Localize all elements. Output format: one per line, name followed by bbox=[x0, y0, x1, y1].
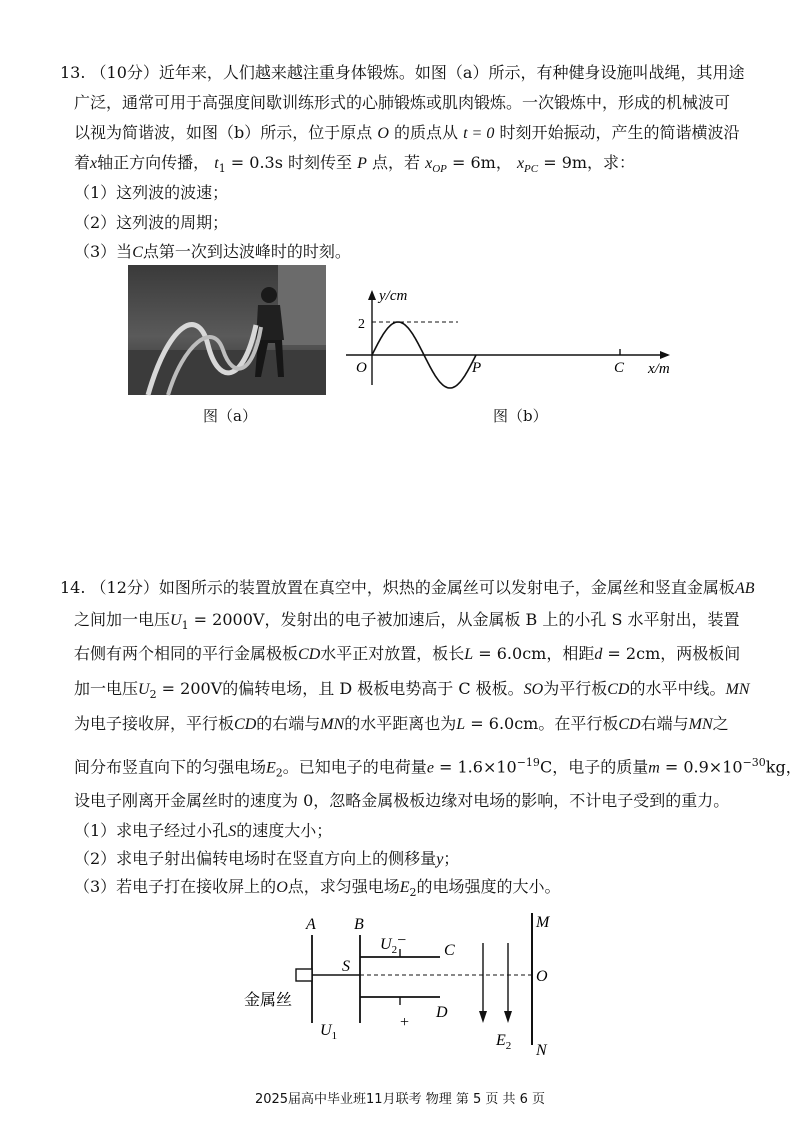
sub-op: OP bbox=[432, 163, 447, 176]
var-t1: t bbox=[214, 155, 219, 172]
q14-number: 14. bbox=[60, 578, 86, 597]
q13-line-3 bbox=[74, 122, 739, 145]
var-xpc: x bbox=[516, 155, 525, 172]
val-pc: = 9m bbox=[538, 153, 588, 172]
q14-text: 右侧有两个相同的平行金属极板 bbox=[74, 644, 299, 663]
q13-line-2 bbox=[74, 92, 730, 114]
q13-number: 13. bbox=[60, 63, 86, 82]
q13-item-1: （1）这列波的波速； bbox=[74, 183, 229, 202]
label-n: N bbox=[536, 1042, 547, 1059]
var-mn: MN bbox=[725, 681, 750, 698]
q13-line-4 bbox=[74, 152, 635, 180]
q14-line-3 bbox=[74, 643, 740, 666]
label-s: S bbox=[342, 958, 350, 975]
q14-text: 的偏转电场，且 D 极板电势高于 C 极板。 bbox=[222, 679, 524, 698]
wave-graph bbox=[340, 280, 680, 385]
var-cd: CD bbox=[607, 681, 630, 698]
q13-item-2: （2）这列波的周期； bbox=[74, 213, 229, 232]
var-t0: t = 0 bbox=[463, 125, 495, 142]
y-axis-arrow-icon bbox=[368, 290, 376, 300]
label-e2: $E_2$ bbox=[496, 1032, 512, 1052]
origin-label: O bbox=[356, 360, 367, 376]
fig-b-caption: 图（b） bbox=[493, 407, 548, 425]
q14-text: 右端与 bbox=[640, 714, 689, 733]
sub-2: 2 bbox=[409, 886, 417, 900]
y-axis-label: y/cm bbox=[379, 288, 408, 304]
q14-line-7: 设电子刚离开金属丝时的速度为 0，忽略金属极板边缘对电场的影响，不计电子受到的重力。 bbox=[74, 791, 730, 810]
var-p: P bbox=[357, 155, 367, 172]
var-l: L bbox=[456, 716, 466, 733]
battle-rope-photo bbox=[128, 265, 326, 395]
var-u1: U bbox=[170, 612, 182, 629]
var-xop: x bbox=[425, 155, 433, 172]
q13-text: ， bbox=[495, 153, 512, 172]
var-m: m bbox=[648, 759, 660, 777]
q14-item-3 bbox=[74, 876, 561, 904]
sub-2: 2 bbox=[149, 688, 157, 702]
label-m: M bbox=[536, 914, 550, 931]
filament-box bbox=[296, 969, 312, 981]
q14-item-1 bbox=[74, 820, 332, 843]
label-o: O bbox=[536, 968, 548, 985]
var-mn: MN bbox=[320, 716, 345, 733]
sub-1: 1 bbox=[181, 619, 189, 633]
q14-text: 水平正对放置，板长 bbox=[320, 644, 465, 663]
var-x: x bbox=[90, 155, 98, 172]
q14-text: ，两极板间 bbox=[660, 644, 741, 663]
q14-text: 的速度大小； bbox=[236, 821, 333, 840]
var-u2: U bbox=[138, 681, 150, 698]
q14-line-4 bbox=[74, 678, 750, 706]
var-c: C bbox=[132, 244, 143, 261]
q13-text: 广泛，通常可用于高强度间歇训练形式的心肺锻炼或肌肉锻炼。一次锻炼中，形成的机械波可 bbox=[74, 93, 731, 112]
q13-text: （3）当 bbox=[74, 242, 133, 261]
q14-text: 为电子接收屏，平行板 bbox=[74, 714, 235, 733]
q14-text: （3）若电子打在接收屏上的 bbox=[74, 877, 277, 896]
x-axis-arrow-icon bbox=[660, 351, 670, 359]
val-l: = 6.0cm bbox=[465, 714, 539, 733]
q13-score: （10分） bbox=[90, 63, 159, 82]
var-cd: CD bbox=[618, 716, 641, 733]
label-b: B bbox=[354, 916, 364, 933]
val-m: = 0.9×10 bbox=[659, 757, 743, 777]
q13-text: 时刻传至 bbox=[288, 153, 353, 172]
val-e: = 1.6×10 bbox=[433, 757, 517, 777]
q13-line-1 bbox=[60, 62, 744, 84]
q14-text: 加一电压 bbox=[74, 679, 139, 698]
var-o: O bbox=[276, 879, 288, 896]
q14-text: 之间加一电压 bbox=[74, 610, 171, 629]
q14-line-2 bbox=[74, 609, 740, 637]
var-e2: E bbox=[399, 879, 410, 896]
q14-line-1 bbox=[60, 577, 754, 600]
q14-text: 间分布竖直向下的匀强电场 bbox=[74, 757, 267, 777]
point-p-label: P bbox=[472, 360, 482, 376]
x-axis-label: x/m bbox=[648, 361, 670, 377]
var-e: e bbox=[426, 759, 434, 777]
sub-2: 2 bbox=[275, 766, 283, 780]
var-o: O bbox=[377, 125, 389, 142]
page-footer: 2025届高中毕业班11月联考 物理 第 5 页 共 6 页 bbox=[254, 1092, 546, 1107]
arrow-down-icon bbox=[504, 1011, 512, 1023]
label-d: D bbox=[436, 1004, 448, 1021]
q13-text: 轴正方向传播， bbox=[97, 153, 210, 172]
point-c-label: C bbox=[614, 360, 625, 376]
q14-text: 之 bbox=[712, 714, 729, 733]
apparatus-diagram bbox=[240, 905, 570, 1065]
q14-text: 的水平中线。 bbox=[629, 679, 726, 698]
q14-text: 点，求匀强电场 bbox=[287, 877, 400, 896]
q13-text: 的质点从 bbox=[394, 123, 459, 142]
arrow-down-icon bbox=[479, 1011, 487, 1023]
q14-text: ，相距 bbox=[546, 644, 595, 663]
q14-item-2 bbox=[74, 848, 459, 871]
q14-line-5 bbox=[74, 713, 729, 736]
val-u1: = 2000V bbox=[188, 610, 265, 629]
q14-text: 。在平行板 bbox=[538, 714, 619, 733]
label-u2: $U_2-$ bbox=[380, 932, 407, 956]
label-filament: 金属丝 bbox=[244, 992, 293, 1009]
var-cd: CD bbox=[298, 646, 321, 663]
val-op: = 6m bbox=[446, 153, 496, 172]
label-a: A bbox=[306, 916, 316, 933]
q14-line-6 bbox=[74, 752, 802, 785]
label-plus: + bbox=[400, 1014, 410, 1031]
val-l: = 6.0cm bbox=[473, 644, 547, 663]
var-mn: MN bbox=[688, 716, 713, 733]
exp-e: −19 bbox=[516, 756, 540, 769]
q13-text: 点，若 bbox=[372, 153, 421, 172]
unit-kg: kg bbox=[765, 757, 786, 777]
unit-c: C bbox=[539, 757, 553, 777]
amplitude-label: 2 bbox=[358, 317, 365, 332]
val-t1: = 0.3s bbox=[225, 153, 283, 172]
q14-text: 的电场强度的大小。 bbox=[416, 877, 561, 896]
var-d: d bbox=[594, 646, 603, 663]
var-cd: CD bbox=[234, 716, 257, 733]
q14-text: 的水平距离也为 bbox=[344, 714, 457, 733]
var-so: SO bbox=[523, 681, 544, 698]
q14-text: ，电子的质量 bbox=[552, 757, 649, 777]
q13-text: 着 bbox=[74, 153, 91, 172]
q14-text: 如图所示的装置放置在真空中，炽热的金属丝可以发射电子，金属丝和竖直金属板 bbox=[158, 578, 735, 597]
q14-score: （12分） bbox=[90, 578, 159, 597]
q14-text: ； bbox=[443, 849, 460, 868]
q13-text: 以视为简谐波，如图（b）所示，位于原点 bbox=[74, 123, 373, 142]
var-s: S bbox=[228, 823, 237, 840]
exp-m: −30 bbox=[742, 756, 766, 769]
q13-text: 点第一次到达波峰时的时刻。 bbox=[142, 242, 351, 261]
var-ab: AB bbox=[734, 580, 755, 597]
var-l: L bbox=[464, 646, 474, 663]
q14-text: 的右端与 bbox=[256, 714, 321, 733]
q14-text: 。已知电子的电荷量 bbox=[282, 757, 427, 777]
label-c: C bbox=[444, 942, 455, 959]
sub-pc: PC bbox=[524, 163, 539, 176]
label-u1: $U_1$ bbox=[320, 1022, 338, 1042]
var-y: y bbox=[436, 851, 444, 868]
val-d: = 2cm bbox=[602, 644, 661, 663]
var-e2: E bbox=[266, 759, 276, 777]
q14-text: ， bbox=[785, 757, 802, 777]
q14-text: （1）求电子经过小孔 bbox=[74, 821, 229, 840]
fig-a-caption: 图（a） bbox=[203, 407, 257, 425]
q13-text: 时刻开始振动，产生的简谐横波沿 bbox=[499, 123, 740, 142]
q13-item-3 bbox=[74, 241, 351, 264]
q14-text: 为平行板 bbox=[543, 679, 608, 698]
sub-1: 1 bbox=[218, 162, 226, 176]
q14-text: ，发射出的电子被加速后，从金属板 B 上的小孔 S 水平射出，装置 bbox=[264, 610, 740, 629]
q13-text: 近年来，人们越来越注重身体锻炼。如图（a）所示，有种健身设施叫战绳，其用途 bbox=[158, 63, 745, 82]
q14-text: （2）求电子射出偏转电场时在竖直方向上的侧移量 bbox=[74, 849, 437, 868]
val-u2: = 200V bbox=[156, 679, 223, 698]
q13-text: ，求： bbox=[587, 153, 636, 172]
